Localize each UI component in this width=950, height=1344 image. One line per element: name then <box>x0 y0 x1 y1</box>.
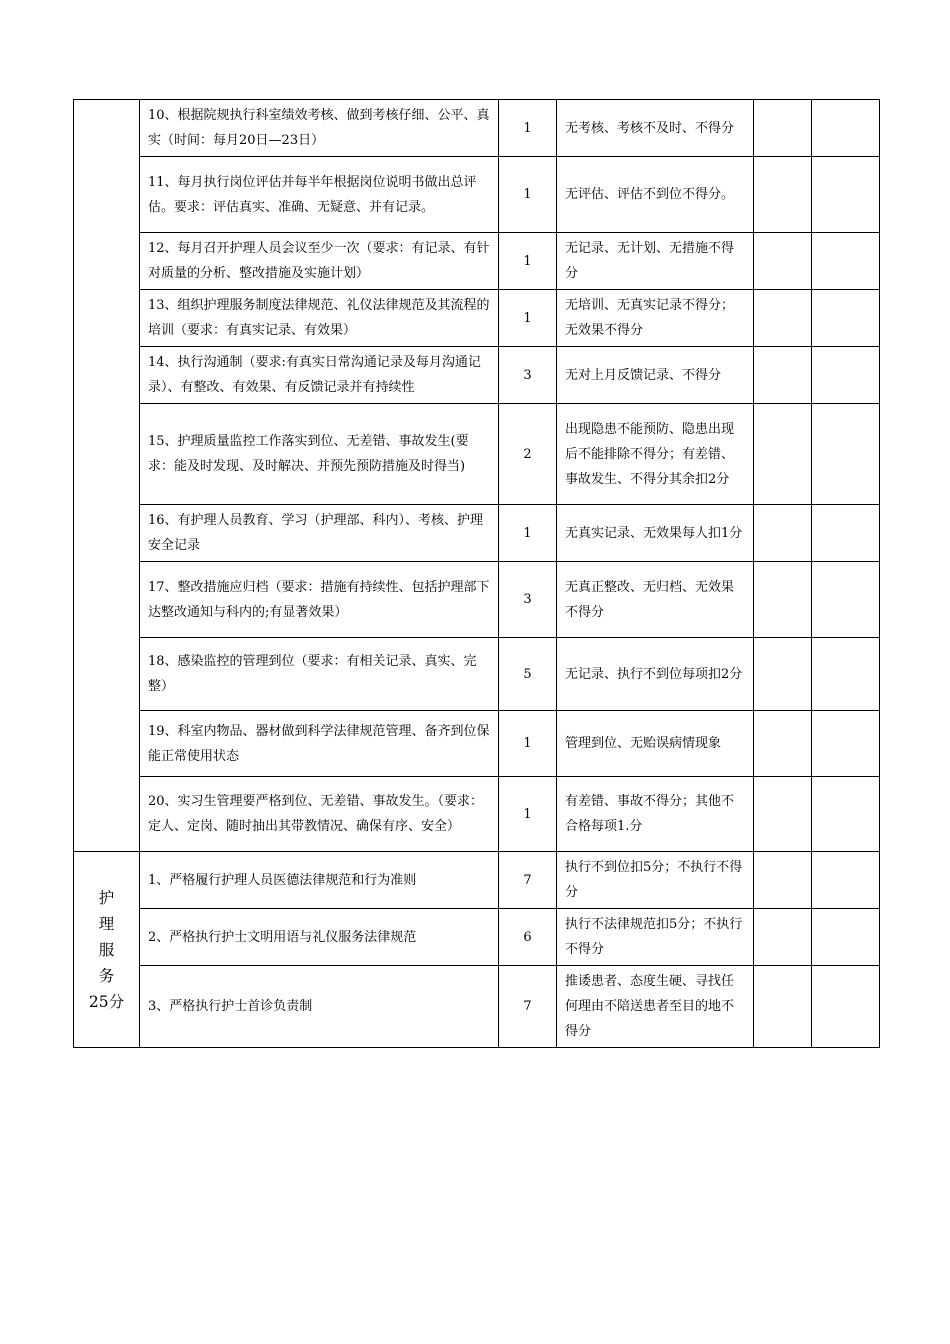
criteria-cell: 执行不到位扣5分；不执行不得分 <box>557 852 754 909</box>
table-row <box>74 290 880 347</box>
category-cell <box>74 100 140 852</box>
blank-cell <box>812 233 880 290</box>
blank-cell <box>754 909 812 966</box>
criteria-cell: 无真正整改、无归档、无效果不得分 <box>557 562 754 638</box>
item-cell: 10、根据院规执行科室绩效考核、做到考核仔细、公平、真实（时间：每月20日—23日） <box>140 100 499 157</box>
blank-cell <box>754 347 812 404</box>
criteria-cell: 有差错、事故不得分；其他不合格每项1.分 <box>557 777 754 852</box>
table-row <box>74 505 880 562</box>
item-cell: 14、执行沟通制（要求:有真实日常沟通记录及每月沟通记录）、有整改、有效果、有反馈记录并有持续性 <box>140 347 499 404</box>
table-row <box>74 777 880 852</box>
category-label-line: 务 <box>98 966 115 985</box>
item-cell: 13、组织护理服务制度法律规范、礼仪法律规范及其流程的培训（要求：有真实记录、有效果） <box>140 290 499 347</box>
blank-cell <box>812 562 880 638</box>
table-row <box>74 100 880 157</box>
criteria-cell: 管理到位、无贻误病情现象 <box>557 711 754 777</box>
blank-cell <box>812 777 880 852</box>
blank-cell <box>812 157 880 233</box>
criteria-cell: 无真实记录、无效果每人扣1分 <box>557 505 754 562</box>
score-cell: 7 <box>499 966 557 1048</box>
criteria-cell: 无对上月反馈记录、不得分 <box>557 347 754 404</box>
blank-cell <box>754 638 812 711</box>
score-cell: 1 <box>499 233 557 290</box>
item-cell: 18、感染监控的管理到位（要求：有相关记录、真实、完整） <box>140 638 499 711</box>
score-cell: 1 <box>499 100 557 157</box>
blank-cell <box>812 100 880 157</box>
score-cell: 2 <box>499 404 557 505</box>
score-cell: 1 <box>499 157 557 233</box>
table-row <box>74 157 880 233</box>
criteria-cell: 执行不法律规范扣5分；不执行不得分 <box>557 909 754 966</box>
item-cell: 1、严格履行护理人员医德法律规范和行为准则 <box>140 852 499 909</box>
table-row <box>74 562 880 638</box>
table-row <box>74 966 880 1048</box>
table-row <box>74 638 880 711</box>
blank-cell <box>812 347 880 404</box>
item-cell: 16、有护理人员教育、学习（护理部、科内）、考核、护理安全记录 <box>140 505 499 562</box>
blank-cell <box>812 966 880 1048</box>
table-row <box>74 711 880 777</box>
item-cell: 15、护理质量监控工作落实到位、无差错、事故发生(要求：能及时发现、及时解决、并预先预防措施及时得当) <box>140 404 499 505</box>
category-label-line: 护 <box>98 888 115 907</box>
blank-cell <box>812 290 880 347</box>
score-cell: 3 <box>499 562 557 638</box>
category-label-line: 25分 <box>88 992 125 1011</box>
table-row <box>74 852 880 909</box>
score-cell: 7 <box>499 852 557 909</box>
criteria-cell: 无记录、无计划、无措施不得分 <box>557 233 754 290</box>
item-cell: 12、每月召开护理人员会议至少一次（要求：有记录、有针对质量的分析、整改措施及实施计划） <box>140 233 499 290</box>
item-cell: 17、整改措施应归档（要求：措施有持续性、包括护理部下达整改通知与科内的;有显著效果） <box>140 562 499 638</box>
blank-cell <box>754 404 812 505</box>
blank-cell <box>754 505 812 562</box>
score-cell: 1 <box>499 777 557 852</box>
score-cell: 3 <box>499 347 557 404</box>
criteria-cell: 无评估、评估不到位不得分。 <box>557 157 754 233</box>
blank-cell <box>754 562 812 638</box>
criteria-cell: 无培训、无真实记录不得分；无效果不得分 <box>557 290 754 347</box>
item-cell: 2、严格执行护士文明用语与礼仪服务法律规范 <box>140 909 499 966</box>
item-cell: 3、严格执行护士首诊负责制 <box>140 966 499 1048</box>
blank-cell <box>754 966 812 1048</box>
blank-cell <box>754 852 812 909</box>
blank-cell <box>812 505 880 562</box>
blank-cell <box>754 290 812 347</box>
blank-cell <box>754 233 812 290</box>
category-label-line: 理 <box>98 914 115 933</box>
table-row <box>74 233 880 290</box>
blank-cell <box>754 100 812 157</box>
score-cell: 5 <box>499 638 557 711</box>
evaluation-table <box>73 99 880 1048</box>
blank-cell <box>754 157 812 233</box>
table-row <box>74 404 880 505</box>
blank-cell <box>812 711 880 777</box>
score-cell: 1 <box>499 505 557 562</box>
criteria-cell: 出现隐患不能预防、隐患出现后不能排除不得分；有差错、事故发生、不得分其余扣2分 <box>557 404 754 505</box>
item-cell: 11、每月执行岗位评估并每半年根据岗位说明书做出总评估。要求：评估真实、准确、无疑意、并有记录。 <box>140 157 499 233</box>
criteria-cell: 推诿患者、态度生硬、寻找任何理由不陪送患者至目的地不得分 <box>557 966 754 1048</box>
item-cell: 19、科室内物品、器材做到科学法律规范管理、备齐到位保能正常使用状态 <box>140 711 499 777</box>
blank-cell <box>754 711 812 777</box>
blank-cell <box>812 852 880 909</box>
criteria-cell: 无记录、执行不到位每项扣2分 <box>557 638 754 711</box>
score-cell: 1 <box>499 290 557 347</box>
blank-cell <box>754 777 812 852</box>
criteria-cell: 无考核、考核不及时、不得分 <box>557 100 754 157</box>
blank-cell <box>812 909 880 966</box>
category-cell <box>74 852 140 1048</box>
blank-cell <box>812 404 880 505</box>
item-cell: 20、实习生管理要严格到位、无差错、事故发生。（要求：定人、定岗、随时抽出其带教情况、确保有序、安全） <box>140 777 499 852</box>
table-row <box>74 909 880 966</box>
score-cell: 6 <box>499 909 557 966</box>
table-body <box>74 100 880 1048</box>
table-row <box>74 347 880 404</box>
blank-cell <box>812 638 880 711</box>
score-cell: 1 <box>499 711 557 777</box>
category-label-line: 服 <box>98 940 115 959</box>
